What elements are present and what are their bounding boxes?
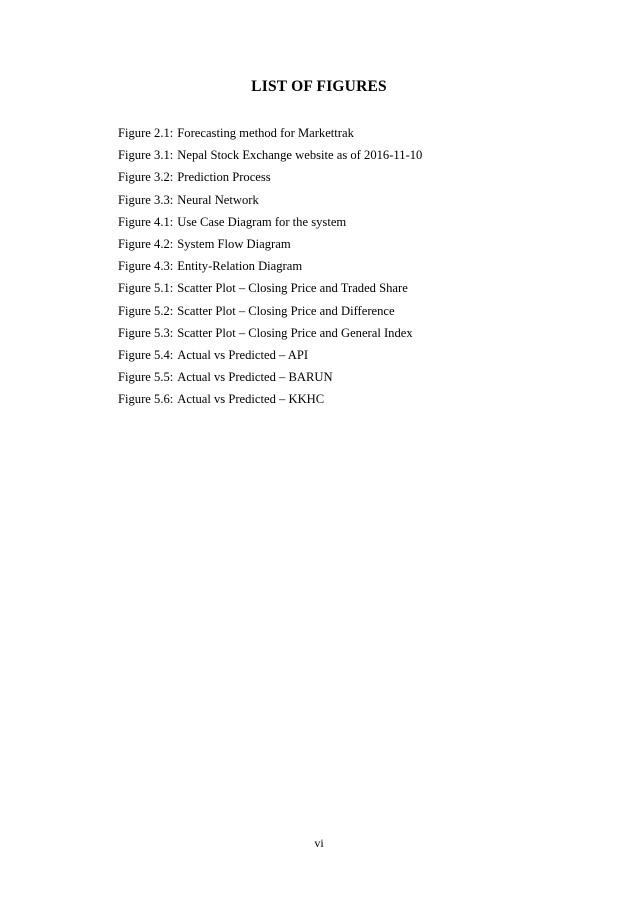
figure-number: Figure 3.3: [118, 192, 174, 207]
figure-list-item [118, 255, 538, 277]
figure-number: Figure 5.6: [118, 392, 174, 407]
figure-list-item [118, 300, 538, 322]
figure-caption: System Flow Diagram [177, 236, 291, 251]
figure-number: Figure 5.4: [118, 347, 174, 362]
figure-list-item [118, 388, 538, 410]
figure-caption: Actual vs Predicted – BARUN [177, 370, 333, 385]
figure-list-item [118, 211, 538, 233]
figure-list-item [118, 322, 538, 344]
figure-list-item [118, 233, 538, 255]
figure-number: Figure 5.5: [118, 370, 174, 385]
figure-list-item [118, 277, 538, 299]
figure-number: Figure 4.3: [118, 259, 174, 274]
figure-number: Figure 3.2: [118, 170, 174, 185]
figure-caption: Forecasting method for Markettrak [177, 126, 354, 140]
figure-list-item [118, 189, 538, 211]
figure-caption: Prediction Process [177, 170, 271, 185]
figure-number: Figure 3.1: [118, 148, 174, 163]
figure-number: Figure 4.1: [118, 214, 174, 229]
figure-caption: Nepal Stock Exchange website as of 2016-11-10 [177, 148, 423, 163]
figure-caption: Actual vs Predicted – KKHC [177, 392, 325, 407]
figure-caption: Entity-Relation Diagram [177, 259, 303, 274]
figure-number: Figure 5.1: [118, 281, 174, 296]
figure-list-item [118, 144, 538, 166]
page-title: LIST OF FIGURES [251, 78, 387, 95]
figure-list-item [118, 366, 538, 388]
figure-number: Figure 5.2: [118, 303, 174, 318]
figure-caption: Use Case Diagram for the system [177, 214, 347, 229]
figure-caption: Scatter Plot – Closing Price and Traded Share [177, 281, 408, 296]
figure-list-item [118, 344, 538, 366]
figure-list [118, 122, 538, 410]
page-number: vi [314, 836, 324, 850]
figure-number: Figure 4.2: [118, 236, 174, 251]
figure-list-item [118, 166, 538, 188]
figure-caption: Actual vs Predicted – API [177, 347, 309, 362]
figure-caption: Scatter Plot – Closing Price and General Index [177, 325, 413, 340]
figure-caption: Neural Network [177, 192, 259, 207]
figure-number: Figure 5.3: [118, 325, 174, 340]
figure-number: Figure 2.1: [118, 126, 174, 140]
figure-caption: Scatter Plot – Closing Price and Difference [177, 303, 395, 318]
figure-list-item [118, 122, 538, 144]
